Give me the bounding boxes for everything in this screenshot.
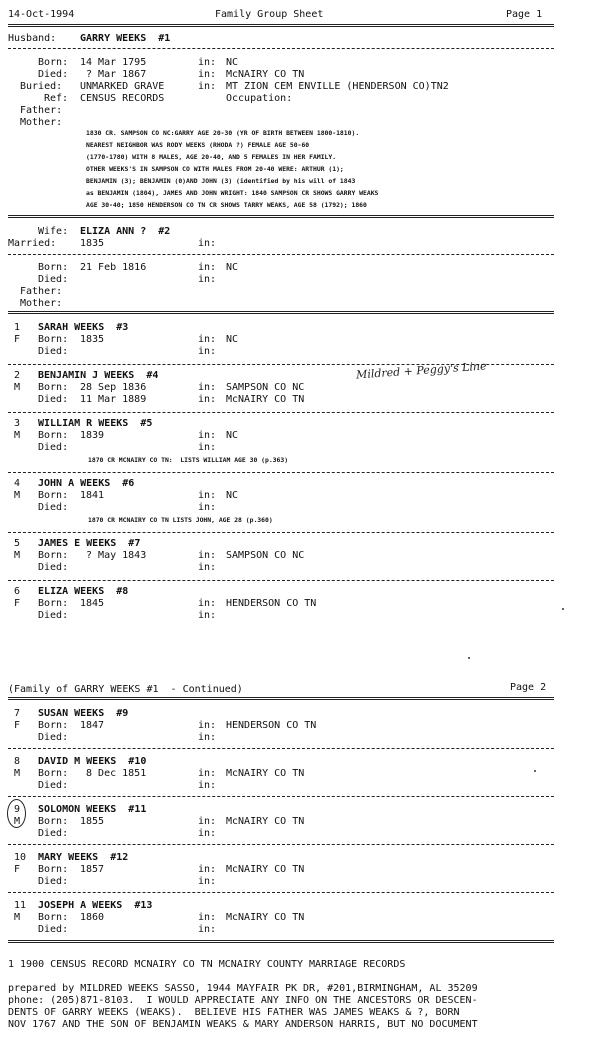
in-label: in: [198, 394, 217, 405]
husband-note-line: (1770-1780) WITH 8 MALES, AGE 20-40, AND 5 FEMALES IN HER FAMILY. [86, 153, 337, 161]
in-label: in: [198, 768, 217, 779]
child-born-date: 8 Dec 1851 [80, 768, 147, 779]
child-born-label: Born: [38, 334, 69, 345]
child-number: 3 [14, 418, 21, 429]
child-sex: M [14, 768, 21, 779]
in-label: in: [198, 346, 217, 357]
child-name: BENJAMIN J WEEKS #4 [38, 370, 159, 381]
in-label: in: [198, 924, 217, 935]
child-born-label: Born: [38, 430, 69, 441]
wife-married: 1835 [80, 238, 105, 249]
in-label: in: [198, 912, 217, 923]
child-sex: F [14, 864, 21, 875]
child-born-place: SAMPSON CO NC [226, 382, 305, 393]
wife-born-date: 21 Feb 1816 [80, 262, 147, 273]
page-number: Page 1 [506, 9, 543, 20]
child-born-label: Born: [38, 550, 69, 561]
divider [8, 215, 554, 218]
child-born-date: 1835 [80, 334, 105, 345]
child-number: 1 [14, 322, 21, 333]
wife-died-label: Died: [38, 274, 69, 285]
husband-label: Husband: [8, 33, 57, 44]
handwritten-note: Mildred + Peggy's Line [355, 359, 487, 382]
child-number: 5 [14, 538, 21, 549]
wife-mother-label: Mother: [20, 298, 63, 309]
child-number: 8 [14, 756, 21, 767]
child-born-label: Born: [38, 864, 69, 875]
child-sex: F [14, 334, 21, 345]
child-born-place: McNAIRY CO TN [226, 816, 305, 827]
wife-father-label: Father: [20, 286, 63, 297]
child-sex: M [14, 550, 21, 561]
child-born-place: SAMPSON CO NC [226, 550, 305, 561]
child-name: MARY WEEKS #12 [38, 852, 129, 863]
child-note: 1870 CR MCNAIRY CO TN: LISTS WILLIAM AGE 30 (p.363) [88, 456, 289, 464]
child-died-label: Died: [38, 828, 69, 839]
in-label: in: [198, 430, 217, 441]
child-name: JOHN A WEEKS #6 [38, 478, 135, 489]
in-label: in: [198, 828, 217, 839]
child-born-date: 1855 [80, 816, 105, 827]
husband-note-line: 1830 CR. SAMPSON CO NC:GARRY AGE 20-30 (YR OF BIRTH BETWEEN 1800-1810). [86, 129, 360, 137]
husband-born-place: NC [226, 57, 239, 68]
child-born-date: 1857 [80, 864, 105, 875]
sheet-title: Family Group Sheet [215, 9, 324, 20]
child-died-label: Died: [38, 732, 69, 743]
in-label: in: [198, 876, 217, 887]
child-number: 4 [14, 478, 21, 489]
child-born-date: 28 Sep 1836 [80, 382, 147, 393]
husband-buried: UNMARKED GRAVE [80, 81, 165, 92]
wife-born-place: NC [226, 262, 239, 273]
husband-mother-label: Mother: [20, 117, 63, 128]
in-label: in: [198, 780, 217, 791]
child-died-label: Died: [38, 780, 69, 791]
child-born-place: NC [226, 334, 239, 345]
in-label: in: [198, 598, 217, 609]
divider [8, 254, 554, 255]
child-born-label: Born: [38, 382, 69, 393]
husband-buried-label: Buried: [20, 81, 63, 92]
divider [8, 532, 554, 533]
child-born-date: 1845 [80, 598, 105, 609]
husband-father-label: Father: [20, 105, 63, 116]
husband-died-place: McNAIRY CO TN [226, 69, 305, 80]
child-sex: M [14, 430, 21, 441]
prepared-by-line: phone: (205)871-8103. I WOULD APPRECIATE ANY INFO ON THE ANCESTORS OR DESCEN- [8, 995, 478, 1006]
wife-born-label: Born: [38, 262, 69, 273]
wife-label: Wife: [38, 226, 69, 237]
child-born-place: HENDERSON CO TN [226, 598, 317, 609]
in-label: in: [198, 502, 217, 513]
child-born-place: NC [226, 490, 239, 501]
child-number: 6 [14, 586, 21, 597]
child-name: WILLIAM R WEEKS #5 [38, 418, 153, 429]
husband-ref-label: Ref: [44, 93, 69, 104]
child-born-label: Born: [38, 816, 69, 827]
divider [8, 844, 554, 845]
in-label: in: [198, 732, 217, 743]
in-label: in: [198, 262, 217, 273]
in-label: in: [198, 274, 217, 285]
divider [8, 796, 554, 797]
child-name: JOSEPH A WEEKS #13 [38, 900, 153, 911]
child-born-place: McNAIRY CO TN [226, 768, 305, 779]
child-sex: F [14, 598, 21, 609]
handwritten-circle [7, 799, 26, 828]
child-sex: M [14, 382, 21, 393]
child-sex: F [14, 720, 21, 731]
child-born-place: McNAIRY CO TN [226, 864, 305, 875]
in-label: in: [198, 720, 217, 731]
scan-speck [562, 608, 564, 610]
in-label: in: [198, 490, 217, 501]
wife-name: ELIZA ANN ? #2 [80, 226, 171, 237]
in-label: in: [198, 864, 217, 875]
in-label: in: [198, 382, 217, 393]
child-born-place: McNAIRY CO TN [226, 912, 305, 923]
wife-married-label: Married: [8, 238, 57, 249]
husband-born-label: Born: [38, 57, 69, 68]
child-name: SOLOMON WEEKS #11 [38, 804, 147, 815]
in-label: in: [198, 57, 217, 68]
child-sex: M [14, 816, 21, 827]
child-note: 1870 CR MCNAIRY CO TN LISTS JOHN, AGE 28 (p.360) [88, 516, 273, 524]
child-born-date: 1860 [80, 912, 105, 923]
child-name: SUSAN WEEKS #9 [38, 708, 129, 719]
prepared-by-line: prepared by MILDRED WEEKS SASSO, 1944 MAYFAIR PK DR, #201,BIRMINGHAM, AL 35209 [8, 983, 478, 994]
child-born-label: Born: [38, 768, 69, 779]
child-died-label: Died: [38, 346, 69, 357]
in-label: in: [198, 238, 217, 249]
scan-speck [534, 770, 536, 772]
continued-heading: (Family of GARRY WEEKS #1 - Continued) [8, 684, 243, 695]
husband-note-line: as BENJAMIN (1804), JAMES AND JOHN WRIGHT: 1840 SAMPSON CR SHOWS GARRY WEAKS [86, 189, 379, 197]
husband-died-label: Died: [38, 69, 69, 80]
husband-buried-place: MT ZION CEM ENVILLE (HENDERSON CO)TN2 [226, 81, 449, 92]
child-number: 7 [14, 708, 21, 719]
in-label: in: [198, 81, 217, 92]
child-died-label: Died: [38, 876, 69, 887]
child-born-label: Born: [38, 598, 69, 609]
child-born-label: Born: [38, 490, 69, 501]
child-died-label: Died: [38, 502, 69, 513]
child-name: SARAH WEEKS #3 [38, 322, 129, 333]
child-born-date: 1839 [80, 430, 105, 441]
divider [8, 580, 554, 581]
prepared-by-line: DENTS OF GARRY WEEKS (WEAKS). BELIEVE HIS FATHER WAS JAMES WEAKS & ?, BORN [8, 1007, 460, 1018]
scan-speck [468, 657, 470, 659]
in-label: in: [198, 550, 217, 561]
child-number: 11 [14, 900, 27, 911]
in-label: in: [198, 610, 217, 621]
divider [8, 940, 554, 943]
child-number: 9 [14, 804, 21, 815]
husband-name: GARRY WEEKS #1 [80, 33, 171, 44]
child-born-date: 1841 [80, 490, 105, 501]
child-died-label: Died: [38, 442, 69, 453]
child-name: DAVID M WEEKS #10 [38, 756, 147, 767]
child-born-place: NC [226, 430, 239, 441]
divider [8, 412, 554, 413]
in-label: in: [198, 69, 217, 80]
husband-occupation-label: Occupation: [226, 93, 293, 104]
page-break [0, 622, 612, 678]
in-label: in: [198, 816, 217, 827]
child-died-label: Died: [38, 610, 69, 621]
child-sex: M [14, 490, 21, 501]
child-name: ELIZA WEEKS #8 [38, 586, 129, 597]
husband-note-line: NEAREST NEIGHBOR WAS RODY WEEKS (RHODA ?) FEMALE AGE 50-60 [86, 141, 310, 149]
child-died-place: McNAIRY CO TN [226, 394, 305, 405]
child-born-label: Born: [38, 912, 69, 923]
divider [8, 892, 554, 893]
child-born-date: ? May 1843 [80, 550, 147, 561]
child-sex: M [14, 912, 21, 923]
sheet-date: 14-Oct-1994 [8, 9, 75, 20]
child-born-label: Born: [38, 720, 69, 731]
divider [8, 24, 554, 27]
child-died-label: Died: [38, 562, 69, 573]
divider [8, 48, 554, 49]
husband-note-line: OTHER WEEKS'S IN SAMPSON CO WITH MALES FROM 20-40 WERE: ARTHUR (1); [86, 165, 344, 173]
divider [8, 748, 554, 749]
in-label: in: [198, 562, 217, 573]
page-number: Page 2 [510, 682, 547, 693]
husband-note-line: AGE 30-40; 1850 HENDERSON CO TN CR SHOWS TARRY WEAKS, AGE 58 (1792); 1860 [86, 201, 367, 209]
child-number: 10 [14, 852, 27, 863]
divider [8, 697, 554, 700]
divider [8, 472, 554, 473]
husband-note-line: BENJAMIN (3); BENJAMIN (0)AND JOHN (3) (identified by his will of 1843 [86, 177, 356, 185]
child-born-date: 1847 [80, 720, 105, 731]
child-died-label: Died: [38, 924, 69, 935]
husband-born-date: 14 Mar 1795 [80, 57, 147, 68]
in-label: in: [198, 334, 217, 345]
in-label: in: [198, 442, 217, 453]
child-number: 2 [14, 370, 21, 381]
husband-died-date: ? Mar 1867 [80, 69, 147, 80]
prepared-by-line: NOV 1767 AND THE SON OF BENJAMIN WEAKS & MARY ANDERSON HARRIS, BUT NO DOCUMENT [8, 1019, 478, 1030]
child-died-label: Died: [38, 394, 69, 405]
divider [8, 311, 554, 314]
husband-ref: CENSUS RECORDS [80, 93, 165, 104]
child-born-place: HENDERSON CO TN [226, 720, 317, 731]
child-name: JAMES E WEEKS #7 [38, 538, 141, 549]
footnote: 1 1900 CENSUS RECORD MCNAIRY CO TN MCNAIRY COUNTY MARRIAGE RECORDS [8, 959, 406, 970]
child-died-date: 11 Mar 1889 [80, 394, 147, 405]
